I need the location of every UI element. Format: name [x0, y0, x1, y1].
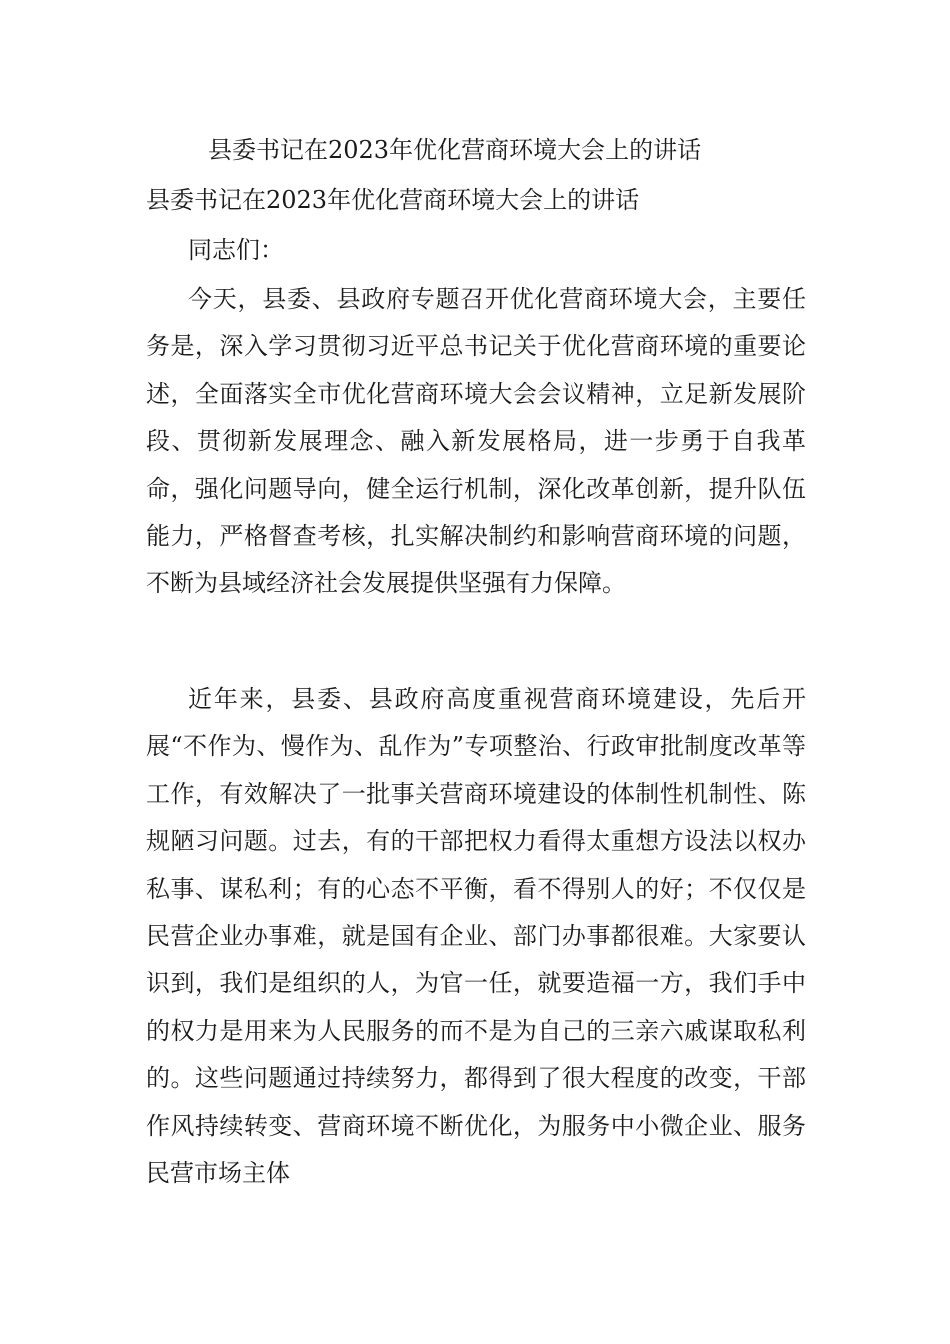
document-title: 县委书记在2023年优化营商环境大会上的讲话	[208, 136, 702, 164]
document-subtitle: 县委书记在2023年优化营商环境大会上的讲话	[146, 186, 640, 214]
salutation: 同志们：	[188, 236, 284, 264]
paragraph-1: 今天，县委、县政府专题召开优化营商环境大会，主要任务是，深入学习贯彻习近平总书记关于优化营商环境的重要论述，全面落实全市优化营商环境大会会议精神，立足新发展阶段、贯彻新发展理念、融入新发展格局，进一步勇于自我革命，强化问题导向，健全运行机制，深化改革创新，提升队伍能力，严格督查考核，扎实解决制约和影响营商环境的问题，不断为县域经济社会发展提供坚强有力保障。	[146, 285, 806, 598]
paragraph-2: 近年来，县委、县政府高度重视营商环境建设，先后开展“不作为、慢作为、乱作为”专项整治、行政审批制度改革等工作，有效解决了一批事关营商环境建设的体制性机制性、陈规陋习问题。过去，有的干部把权力看得太重想方设法以权办私事、谋私利；有的心态不平衡，看不得别人的好；不仅仅是民营企业办事难，就是国有企业、部门办事都很难。大家要认识到，我们是组织的人，为官一任，就要造福一方，我们手中的权力是用来为人民服务的而不是为自己的三亲六戚谋取私利的。这些问题通过持续努力，都得到了很大程度的改变，干部作风持续转变、营商环境不断优化，为服务中小微企业、服务民营市场主体	[146, 685, 806, 1188]
